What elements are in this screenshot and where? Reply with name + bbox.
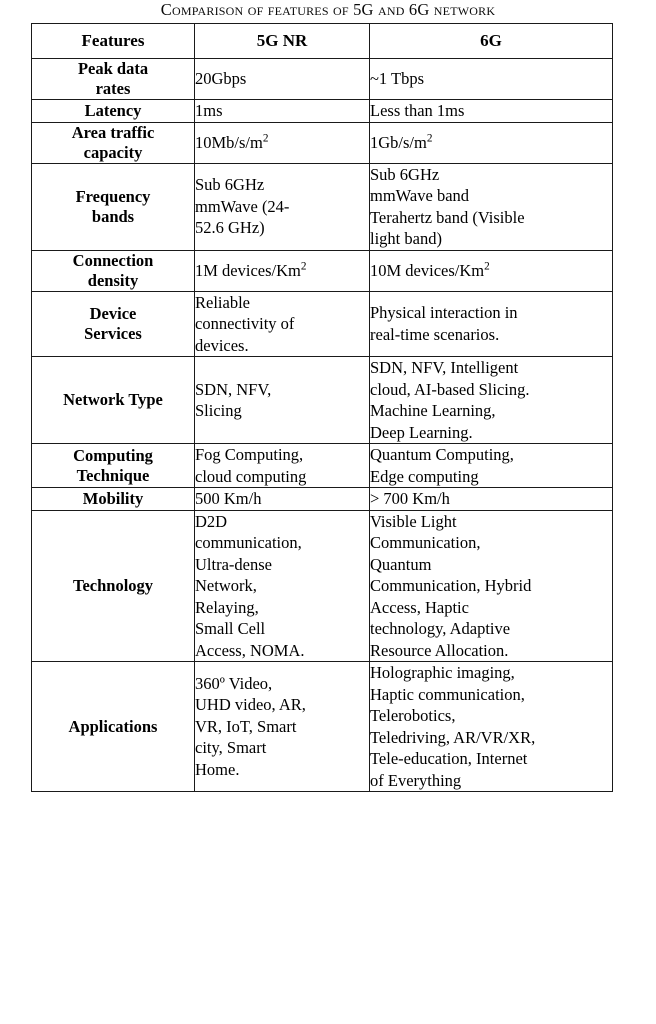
cell-line: Tele-education, Internet xyxy=(370,749,528,768)
feature-cell xyxy=(32,444,195,488)
cell-line: Applications xyxy=(68,716,158,736)
value-cell-6g xyxy=(370,662,613,792)
value-cell-5g-nr xyxy=(195,291,370,357)
cell-line: Access, NOMA. xyxy=(195,640,305,660)
cell-line: VR, IoT, Smart xyxy=(195,716,297,736)
cell-line: Reliable xyxy=(195,292,250,312)
cell-line: capacity xyxy=(83,142,143,162)
cell-line: Deep Learning. xyxy=(370,422,473,442)
cell-line: UHD video, AR, xyxy=(195,695,306,715)
value-cell-6g xyxy=(370,100,613,123)
table-body xyxy=(32,59,613,792)
cell-line: Quantum Computing, xyxy=(370,445,514,464)
value-cell-5g-nr xyxy=(195,357,370,444)
value-cell-5g-nr xyxy=(195,250,370,291)
cell-line: Fog Computing, xyxy=(195,445,304,464)
feature-cell xyxy=(32,291,195,357)
cell-line: Teledriving, AR/VR/XR, xyxy=(370,727,536,747)
cell-line: Slicing xyxy=(195,401,242,420)
column-header-6g: 6G xyxy=(370,24,613,59)
cell-line: 360º Video, xyxy=(195,673,273,693)
value-cell-5g-nr xyxy=(195,510,370,662)
cell-line: Connection xyxy=(72,250,154,270)
cell-line: 20Gbps xyxy=(195,69,247,89)
cell-line: Machine Learning, xyxy=(370,401,496,420)
cell-line: real-time scenarios. xyxy=(370,324,500,344)
column-header-5g-nr: 5G NR xyxy=(195,24,370,59)
value-cell-5g-nr xyxy=(195,163,370,250)
value-cell-5g-nr xyxy=(195,444,370,488)
superscript: 2 xyxy=(262,132,269,145)
value-cell-5g-nr xyxy=(195,59,370,100)
cell-line: Holographic imaging, xyxy=(370,663,515,682)
cell-line: cloud computing xyxy=(195,466,307,486)
value-cell-6g xyxy=(370,59,613,100)
table-header-row xyxy=(32,24,613,59)
table-caption: Comparison of features of 5G and 6G network xyxy=(160,0,496,19)
table-row xyxy=(32,122,613,163)
superscript: 2 xyxy=(484,260,490,273)
cell-line: Technique xyxy=(76,465,150,485)
feature-cell xyxy=(32,100,195,123)
value-cell-6g xyxy=(370,488,613,511)
cell-line: Technology xyxy=(72,575,154,595)
cell-line: Edge computing xyxy=(370,466,479,486)
cell-line: SDN, NFV, xyxy=(195,379,272,399)
cell-line: light band) xyxy=(370,229,442,248)
cell-line: communication, xyxy=(195,533,302,552)
cell-line: 500 Km/h xyxy=(195,489,262,508)
cell-line: 1M devices/Km$^2$ xyxy=(195,260,307,280)
cell-line: $10Mb/s/m^2$ xyxy=(195,132,269,152)
cell-line: Latency xyxy=(84,100,142,120)
cell-line: Physical interaction in xyxy=(370,303,518,323)
cell-line: Haptic communication, xyxy=(370,684,525,704)
value-cell-6g xyxy=(370,357,613,444)
value-cell-6g xyxy=(370,291,613,357)
cell-line: Relaying, xyxy=(195,597,259,617)
feature-cell xyxy=(32,163,195,250)
comparison-table-container xyxy=(31,23,612,792)
cell-line: connectivity of xyxy=(195,314,295,333)
value-cell-5g-nr xyxy=(195,488,370,511)
feature-cell xyxy=(32,510,195,662)
feature-cell xyxy=(32,122,195,163)
cell-line: Network Type xyxy=(63,390,163,409)
cell-line: Services xyxy=(84,323,142,343)
column-header-features: Features xyxy=(32,24,195,59)
cell-line: mmWave band xyxy=(370,186,470,205)
feature-cell xyxy=(32,662,195,792)
cell-line: technology, Adaptive xyxy=(370,619,511,638)
cell-line: Resource Allocation. xyxy=(370,640,509,660)
cell-line: Less than 1ms xyxy=(370,101,465,120)
cell-line: Communication, Hybrid xyxy=(370,576,532,595)
table-row xyxy=(32,291,613,357)
cell-line: SDN, NFV, Intelligent xyxy=(370,358,519,377)
cell-line: $1Gb/s/m^2$ xyxy=(370,132,433,152)
table-row xyxy=(32,163,613,250)
table-row xyxy=(32,59,613,100)
value-cell-6g xyxy=(370,444,613,488)
table-row xyxy=(32,250,613,291)
table-row xyxy=(32,444,613,488)
cell-line: Device xyxy=(89,303,137,323)
cell-line: Area traffic xyxy=(71,122,155,142)
table-row xyxy=(32,662,613,792)
cell-line: Small Cell xyxy=(195,619,266,638)
cell-line: Peak data xyxy=(77,59,149,78)
cell-line: Ultra-dense xyxy=(195,554,272,574)
feature-cell xyxy=(32,59,195,100)
cell-line: city, Smart xyxy=(195,738,267,758)
cell-line: 1ms xyxy=(195,101,223,120)
cell-line: Computing xyxy=(73,445,153,465)
cell-line: 10M devices/Km$^2$ xyxy=(370,260,490,280)
cell-line: Visible Light xyxy=(370,511,457,531)
cell-line: rates xyxy=(95,79,131,98)
cell-line: devices. xyxy=(195,335,249,355)
table-row xyxy=(32,357,613,444)
value-cell-6g xyxy=(370,122,613,163)
cell-line: Frequency xyxy=(75,186,151,206)
value-cell-5g-nr xyxy=(195,662,370,792)
cell-line: Quantum xyxy=(370,554,432,574)
value-cell-6g xyxy=(370,163,613,250)
cell-line: D2D xyxy=(195,511,228,531)
cell-line: Home. xyxy=(195,759,240,779)
cell-line: Telerobotics, xyxy=(370,706,456,725)
feature-cell xyxy=(32,357,195,444)
value-cell-5g-nr xyxy=(195,100,370,123)
cell-line: bands xyxy=(91,206,135,226)
cell-line: 52.6 GHz) xyxy=(195,218,265,238)
cell-line: Sub 6GHz xyxy=(370,164,440,184)
cell-line: > 700 Km/h xyxy=(370,489,450,508)
table-row xyxy=(32,100,613,123)
cell-line: Sub 6GHz xyxy=(195,175,265,195)
value-cell-5g-nr xyxy=(195,122,370,163)
table-row xyxy=(32,510,613,662)
table-header xyxy=(32,24,613,59)
superscript: 2 xyxy=(300,260,307,273)
cell-line: ~1 Tbps xyxy=(370,69,425,89)
feature-cell xyxy=(32,250,195,291)
cell-line: Network, xyxy=(195,576,257,595)
comparison-table xyxy=(31,23,613,792)
value-cell-6g xyxy=(370,250,613,291)
cell-line: Communication, xyxy=(370,533,481,552)
cell-line: density xyxy=(87,270,139,290)
cell-line: cloud, AI-based Slicing. xyxy=(370,379,530,399)
superscript: 2 xyxy=(426,132,433,145)
feature-cell xyxy=(32,488,195,511)
table-row xyxy=(32,488,613,511)
cell-line: mmWave (24- xyxy=(195,196,290,216)
cell-line: of Everything xyxy=(370,770,462,790)
cell-line: Access, Haptic xyxy=(370,597,469,617)
value-cell-6g xyxy=(370,510,613,662)
cell-line: Mobility xyxy=(82,488,144,508)
cell-line: Terahertz band (Visible xyxy=(370,207,525,227)
